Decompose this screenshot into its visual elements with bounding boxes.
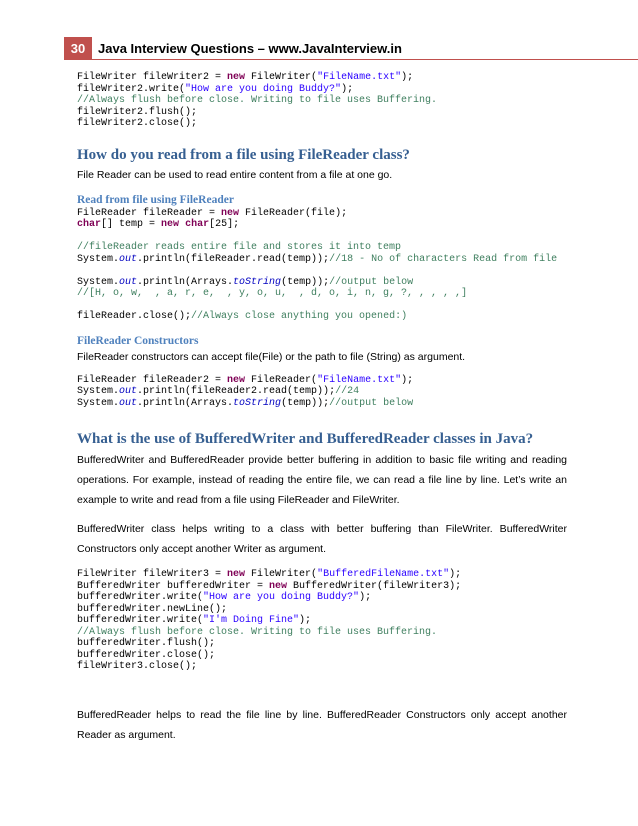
code-line: [77, 231, 567, 243]
code-line: [77, 265, 567, 277]
code-line: [77, 311, 567, 323]
code-token: //24: [335, 386, 360, 397]
code-token: System.: [77, 253, 120, 265]
code-token: );: [299, 615, 312, 626]
code-line: [77, 581, 567, 593]
code-token: System.: [77, 386, 120, 397]
code-token: (temp));: [281, 397, 330, 409]
code-token: out: [119, 276, 138, 288]
code-token: "BufferedFileName.txt": [317, 569, 450, 580]
paragraph: BufferedWriter class helps writing to a class with better buffering than FileWriter. BufferedWriter Constructors only accept another Writer as argument.: [77, 523, 567, 555]
page-content: [77, 72, 567, 745]
code-token: out: [119, 253, 138, 265]
code-line: [77, 627, 567, 639]
code-block: [77, 72, 567, 130]
section-heading: How do you read from a file using FileReader class?: [77, 146, 410, 163]
code-token: FileReader fileReader =: [77, 207, 222, 219]
code-token: System.: [77, 397, 120, 409]
code-line: [77, 569, 567, 581]
code-line: [77, 118, 567, 130]
code-line: [77, 300, 567, 312]
subheading: Read from file using FileReader: [77, 193, 234, 206]
code-token: bufferedWriter.write(: [77, 592, 204, 603]
code-token: //Always flush before close. Writing to file uses Buffering.: [77, 626, 438, 638]
code-token: .println(Arrays.: [137, 276, 234, 288]
code-token: //fileReader reads entire file and stores it into temp: [77, 242, 402, 253]
code-line: [77, 95, 567, 107]
code-line: [77, 398, 567, 410]
code-token: );: [359, 592, 372, 603]
code-token: new: [161, 219, 180, 230]
code-token: new: [227, 72, 246, 83]
code-line: [77, 375, 567, 387]
code-block: [77, 208, 567, 323]
code-line: [77, 208, 567, 220]
code-token: char: [185, 219, 210, 230]
code-line: [77, 107, 567, 119]
code-line: [77, 219, 567, 231]
code-token: .println(Arrays.: [137, 397, 234, 409]
code-token: System.: [77, 276, 120, 288]
code-token: FileReader(file);: [239, 207, 348, 219]
page-header: [64, 37, 604, 60]
code-token: fileWriter3.close();: [77, 661, 198, 672]
code-token: );: [341, 83, 354, 95]
code-token: );: [401, 72, 414, 83]
code-token: "I'm Doing Fine": [203, 615, 300, 626]
code-token: FileReader(: [245, 374, 318, 386]
code-token: toString: [233, 397, 282, 409]
code-token: );: [449, 569, 462, 580]
code-line: [77, 638, 567, 650]
code-token: new: [269, 580, 288, 592]
code-block: [77, 375, 567, 410]
code-line: [77, 386, 567, 398]
paragraph: BufferedReader helps to read the file line by line. BufferedReader Constructors only accept another Reader as argument.: [77, 708, 567, 741]
code-token: bufferedWriter.write(: [77, 615, 204, 626]
subheading: FileReader Constructors: [77, 334, 199, 347]
code-token: "FileName.txt": [317, 374, 402, 386]
code-token: FileWriter fileWriter2 =: [77, 72, 228, 83]
code-line: [77, 72, 567, 84]
code-line: [77, 277, 567, 289]
code-line: [77, 604, 567, 616]
code-token: //Always flush before close. Writing to file uses Buffering.: [77, 95, 438, 106]
paragraph: FileReader constructors can accept file(File) or the path to file (String) as argument.: [77, 350, 466, 363]
paragraph: BufferedWriter and BufferedReader provide better buffering in addition to basic file writing and reading operations. For example, instead of reading the entire file, we can read a file line by line. Let’s write an example to write and read from a file using FileReader and FileWriter.: [77, 454, 567, 506]
code-token: fileWriter2.write(: [77, 83, 186, 95]
code-token: fileWriter2.close();: [77, 118, 198, 129]
code-token: toString: [233, 276, 282, 288]
code-token: [] temp =: [101, 219, 162, 230]
code-token: );: [401, 374, 414, 386]
code-token: //[H, o, w, , a, r, e, , y, o, u, , d, o, i, n, g, ?, , , , ,]: [77, 288, 468, 299]
code-token: .println(fileReader2.read(temp));: [137, 386, 336, 397]
code-token: char: [77, 219, 102, 230]
code-token: FileWriter fileWriter3 =: [77, 569, 228, 580]
code-line: [77, 615, 567, 627]
code-token: new: [221, 207, 240, 219]
code-token: "How are you doing Buddy?": [203, 592, 360, 603]
code-token: [25];: [209, 219, 240, 230]
header-title: Java Interview Questions – www.JavaInterview.in: [98, 41, 402, 56]
code-line: [77, 254, 567, 266]
code-token: bufferedWriter.flush();: [77, 638, 216, 649]
code-token: "FileName.txt": [317, 72, 402, 83]
code-token: bufferedWriter.newLine();: [77, 603, 228, 615]
code-token: new: [227, 569, 246, 580]
code-line: [77, 650, 567, 662]
code-token: new: [227, 374, 246, 386]
code-token: out: [119, 397, 138, 409]
code-token: //18 - No of characters Read from file: [329, 253, 558, 265]
code-token: //output below: [329, 397, 414, 409]
code-token: FileReader fileReader2 =: [77, 374, 228, 386]
code-token: fileWriter2.flush();: [77, 106, 198, 118]
code-token: //output below: [329, 276, 414, 288]
code-token: BufferedWriter bufferedWriter =: [77, 580, 270, 592]
page-number: 30: [64, 37, 92, 60]
code-token: (temp));: [281, 276, 330, 288]
code-line: [77, 288, 567, 300]
code-token: FileWriter(: [245, 72, 318, 83]
code-line: [77, 242, 567, 254]
code-token: FileWriter(: [245, 569, 318, 580]
code-block: [77, 569, 567, 673]
code-token: fileReader.close();: [77, 311, 192, 322]
header-rule: [92, 59, 638, 60]
code-line: [77, 661, 567, 673]
code-line: [77, 592, 567, 604]
code-token: "How are you doing Buddy?": [185, 83, 342, 95]
code-token: .println(fileReader.read(temp));: [137, 253, 330, 265]
code-token: BufferedWriter(fileWriter3);: [287, 580, 462, 592]
section-heading: What is the use of BufferedWriter and BufferedReader classes in Java?: [77, 431, 534, 447]
code-token: out: [119, 386, 138, 397]
code-line: [77, 84, 567, 96]
code-token: //Always close anything you opened:): [191, 311, 408, 322]
paragraph: File Reader can be used to read entire content from a file at one go.: [77, 168, 393, 181]
code-token: bufferedWriter.close();: [77, 649, 216, 661]
